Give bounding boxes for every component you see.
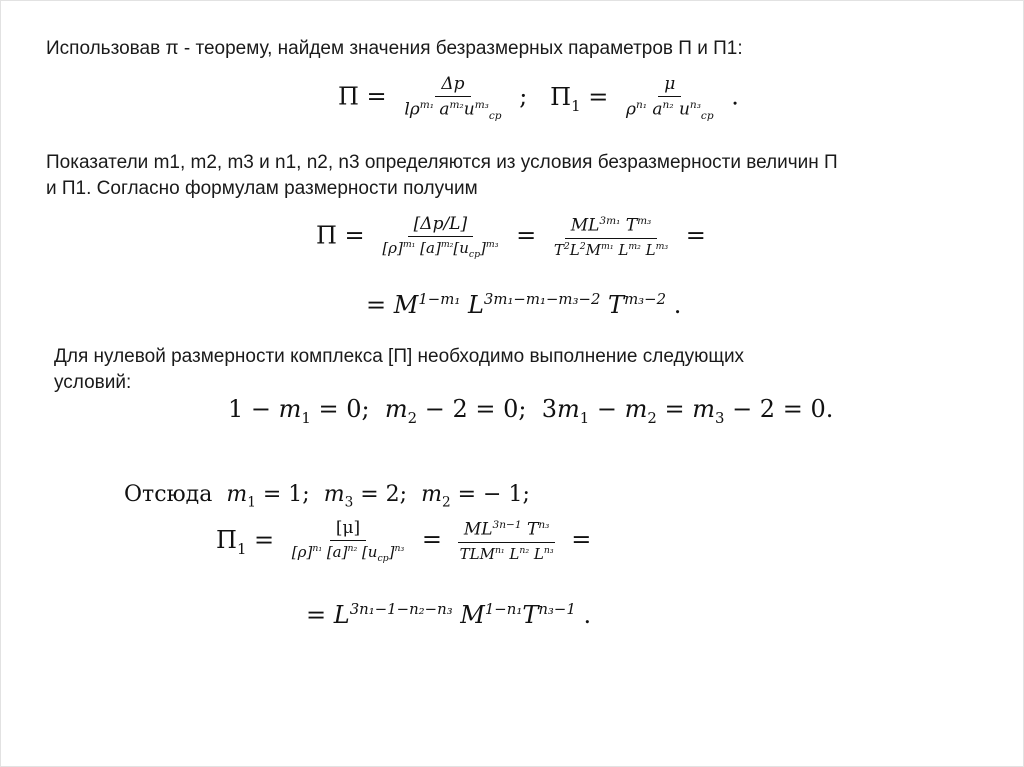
pi1-dim-fraction-2 bbox=[454, 519, 560, 563]
zero-line-1: Для нулевой размерности комплекса [П] необходимо выполнение следующих bbox=[54, 346, 745, 367]
pi-dim-lhs: П = bbox=[316, 221, 365, 250]
pi1-fraction bbox=[620, 74, 720, 122]
pi-dim-fraction-2 bbox=[548, 215, 674, 259]
pi-dim-numerator-1: [Δp/L] bbox=[408, 214, 473, 237]
pi-dim-denominator-2: $T^2L^2M^{m_1}$ $L^{m_2}$ $L^{m_3}$ bbox=[553, 240, 669, 259]
formula-pi1-dimension bbox=[216, 518, 591, 564]
formula-pi-result: = $M^{1-m_1}$ $L^{3m_1-m_1-m_3-2}$ $T^{m_3-2}$ . bbox=[366, 290, 682, 319]
formula-end-dot: . bbox=[731, 82, 739, 111]
formula-pi-definitions bbox=[338, 74, 739, 122]
zero-line-2: условий: bbox=[54, 372, 132, 393]
zero-dimension-text bbox=[54, 344, 744, 396]
separator: ; bbox=[519, 82, 528, 111]
formula-pi-dimension bbox=[316, 214, 706, 260]
pi-lhs: П = bbox=[338, 82, 387, 111]
formula-solution: Отсюда $m_1 = 1$; $m_3 = 2$; $m_2$ = − 1; bbox=[124, 482, 530, 511]
indices-text bbox=[46, 150, 838, 202]
pi-numerator: Δp bbox=[435, 74, 470, 97]
pi1-numerator: μ bbox=[658, 74, 681, 97]
pi1-dim-fraction-1 bbox=[286, 518, 410, 564]
pi1-dim-denominator-1: $[\rho]^{n_1}$ $[a]^{n_2}$ $[u_{ср}]^{n_3}$ bbox=[291, 543, 405, 564]
pi-dim-fraction-1 bbox=[376, 214, 504, 260]
pi1-dim-tail: = bbox=[571, 525, 592, 554]
pi1-lhs: $П_1$ = bbox=[550, 82, 609, 115]
pi-dim-tail: = bbox=[685, 221, 706, 250]
pi-fraction bbox=[398, 74, 507, 122]
intro-text: Использовав π - теорему, найдем значения безразмерных параметров П и П1: bbox=[46, 38, 743, 59]
pi-dim-eq: = bbox=[516, 221, 537, 250]
pi1-denominator: $\rho^{n_1}$ $a^{n_2}$ $u^{n_3}_{ср}$ bbox=[625, 99, 714, 123]
indices-line-2: и П1. Согласно формулам размерности получим bbox=[46, 178, 478, 199]
formula-pi1-result: = $L^{3n_1-1-n_2-n_3}$ $M^{1-n_1}T^{n_3-1}$ . bbox=[306, 600, 592, 629]
indices-line-1: Показатели m1, m2, m3 и n1, n2, n3 определяются из условия безразмерности величин П bbox=[46, 152, 838, 173]
pi1-dim-denominator-2: $TLM^{n_1}$ $L^{n_2}$ $L^{n_3}$ bbox=[459, 544, 554, 563]
pi1-dim-lhs: $П_1$ = bbox=[216, 525, 275, 558]
pi-dim-denominator-1: $[\rho]^{m_1}$ $[a]^{m_2}[u_{ср}]^{m_3}$ bbox=[382, 239, 499, 260]
pi-dim-numerator-2: $ML^{3m_1}$ $T^{m_3}$ bbox=[565, 215, 658, 239]
pi-denominator: $l\rho^{m_1}$ $a^{m_2}u^{m_3}_{ср}$ bbox=[404, 99, 502, 123]
pi1-dim-eq: = bbox=[421, 525, 442, 554]
formula-conditions: $1 - m_1 = 0$; $m_2 - 2 = 0$; $3m_1 - m_2 = m_3 - 2 = 0$. bbox=[228, 395, 834, 427]
pi1-dim-numerator-1: [μ] bbox=[330, 518, 366, 541]
pi1-dim-numerator-2: $ML^{3n-1}$ $T^{n_3}$ bbox=[458, 519, 555, 543]
